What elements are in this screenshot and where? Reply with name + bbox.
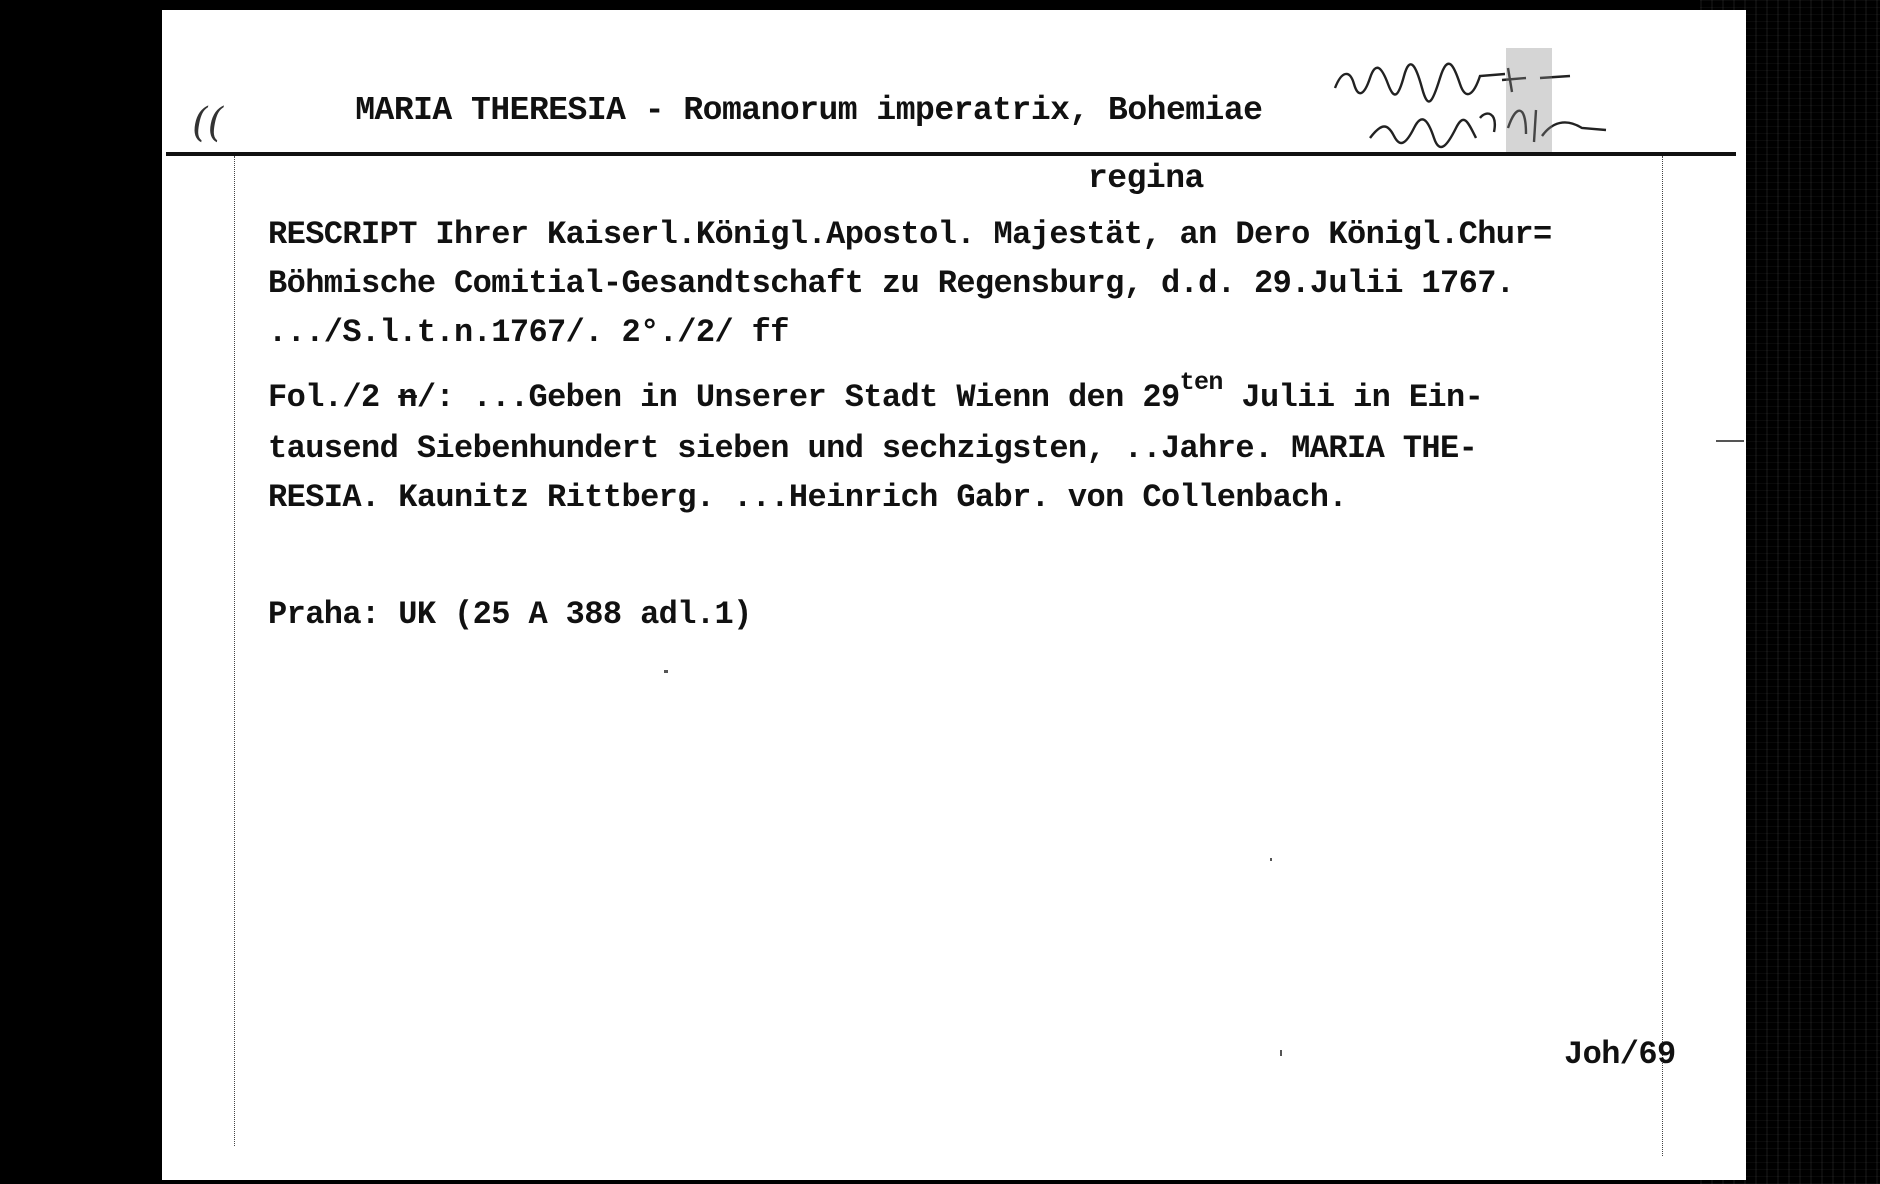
catalog-card <box>162 10 1746 1180</box>
entry-title-line: Böhmische Comitial-Gesandtschaft zu Regensburg, d.d. 29.Julii 1767. <box>268 265 1515 302</box>
handwritten-annotation <box>1330 48 1620 152</box>
quote-line-1-start: Fol./2 <box>268 379 399 416</box>
heading-line-1: MARIA THERESIA - Romanorum imperatrix, Bohemiae <box>355 92 1263 129</box>
heading-rule <box>166 152 1736 156</box>
margin-pencil-mark: (( <box>192 100 224 146</box>
quote-line-3: RESIA. Kaunitz Rittberg. ...Heinrich Gabr. von Collenbach. <box>268 479 1347 516</box>
entry-title-line: RESCRIPT Ihrer Kaiserl.Königl.Apostol. Majestät, an Dero Königl.Chur= <box>268 216 1552 253</box>
quote-line-1-mid: /: ...Geben in Unserer Stadt Wienn den 29 <box>416 379 1180 416</box>
holding-location: Praha: UK (25 A 388 adl.1) <box>268 596 752 633</box>
scan-speck <box>1716 440 1744 442</box>
heading-line-2: regina <box>1088 160 1204 197</box>
scan-speck <box>664 670 668 673</box>
superscript-ten: ten <box>1179 368 1223 397</box>
quote-line-1-end: Julii in Ein- <box>1222 379 1484 416</box>
entry-title <box>268 210 1552 357</box>
scan-speck <box>1270 858 1272 861</box>
struck-character: n <box>398 379 417 416</box>
cataloguer-signature: Joh/69 <box>1564 1036 1676 1073</box>
scan-speck <box>1280 1050 1282 1056</box>
left-margin-rule <box>234 156 235 1146</box>
quote-line-2: tausend Siebenhundert sieben und sechzigsten, ..Jahre. MARIA THE- <box>268 430 1478 467</box>
entry-quote <box>268 368 1484 522</box>
entry-title-line: .../S.l.t.n.1767/. 2°./2/ ff <box>268 314 789 351</box>
right-margin-rule <box>1662 156 1663 1156</box>
